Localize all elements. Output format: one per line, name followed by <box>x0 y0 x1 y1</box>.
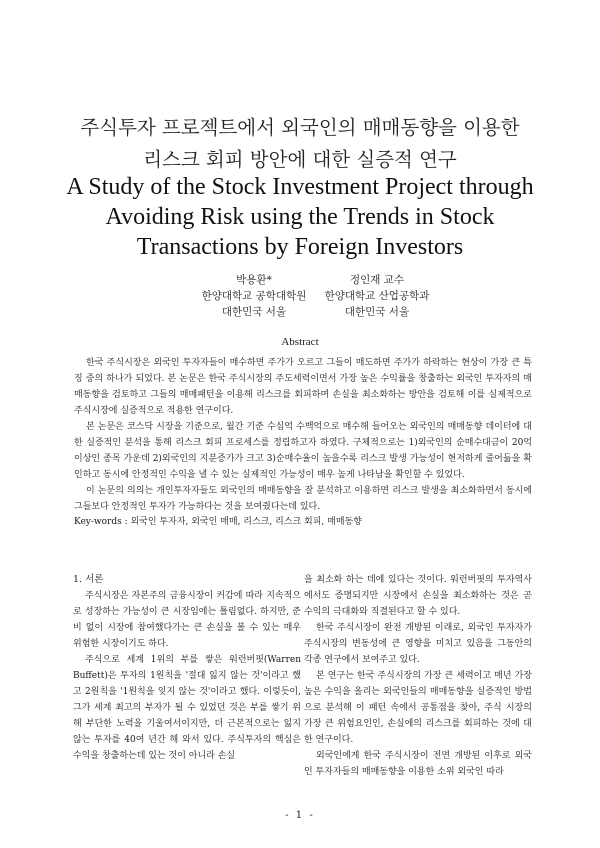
page-number: - 1 - <box>285 810 315 821</box>
author-name: 박용환* <box>236 274 272 286</box>
author-affiliation: 한양대학교 공학대학원 <box>201 290 307 302</box>
abstract-paragraph: 본 논문은 코스닥 시장을 기준으로, 월간 기준 수십억 수백억으로 매수해 들어오는 외국인의 매매동향 데이터에 대한 실증적인 분석을 통해 리스크 회피 프로세스를 정립하고자 하였다. 구체적으로는 1)외국인의 순매수대금이 20억 이상인 종목 가운데 2)외국인의 지분증가가 크고 3)순매수율이 높을수록 리스크 발생 가능성이 현저하게 줄어듦을 확인하고 동시에 안정적인 수익을 낼 수 있는 실제적인 가능성이 매우 높게 나타남을 확인할 수 있었다. <box>74 422 532 480</box>
body-column-right <box>304 572 532 780</box>
title-korean-line-2: 리스크 회피 방안에 대한 실증적 연구 <box>143 148 457 171</box>
body-paragraph: 본 연구는 한국 주식시장의 가장 큰 세력이고 매년 가장 높은 수익을 올리는 외국인들의 매매동향을 실증적인 방법으로 분석해 이 패턴 속에서 공통점을 찾아, 주식 시장의 가장 큰 위험요인인, 손실에의 리스크를 회피하는 것에 대한 연구이다. <box>304 671 532 745</box>
abstract-paragraph: 이 논문의 의의는 개인투자자들도 외국인의 매매동향을 잘 분석하고 이용하면 리스크 발생을 최소화하면서 동시에 그들보다 안정적인 투자가 가능하다는 것을 보여줬다는데 있다. <box>74 486 532 512</box>
body-paragraph: 외국인에게 한국 주식시장이 전면 개방된 이후로 외국인 투자자들의 매매동향을 이용한 소위 외국인 따라 <box>304 751 532 777</box>
title-english-line-3: Transactions by Foreign Investors <box>136 234 464 260</box>
body-paragraph: 주식으로 세계 1위의 부를 쌓은 워런버핏(Warren Buffett)은 투자의 1원칙을 '절대 잃지 않는 것'이라고 했고 2원칙을 '1원칙을 잊지 않는 것'이라고 했다. 이렇듯이, 그가 세계 최고의 부자가 될 수 있었던 것은 부를 쌓기 위해 부단한 노력을 기울여서이지만, 더 근본적으로는 잃지 않는 투자를 40여 년간 해 와서 있다. 주식투자의 핵심은 수익을 창출하는데 있는 것이 아니라 손실 <box>73 655 301 761</box>
body-paragraph: 을 최소화 하는 데에 있다는 것이다. 워런버핏의 투자역사에서도 증명되지만 시장에서 손실을 최소화하는 것은 곧 수익의 극대화와 직결된다고 할 수 있다. <box>304 575 532 617</box>
abstract-heading: Abstract <box>281 336 319 348</box>
author-name: 정인재 교수 <box>349 274 405 286</box>
author-affiliation: 한양대학교 산업공학과 <box>324 290 430 302</box>
author-location: 대한민국 서울 <box>221 306 287 318</box>
title-english-line-2: Avoiding Risk using the Trends in Stock <box>105 204 495 230</box>
abstract-body <box>74 355 532 515</box>
body-paragraph: 주식시장은 자본주의 금융시장이 커감에 따라 지속적으로 성장하는 가능성이 큰 시장임에는 틀림없다. 하지만, 준비 없이 시장에 참여했다가는 큰 손실을 볼 수 있는 매우 위험한 시장이기도 하다. <box>73 591 301 649</box>
author-2 <box>297 272 457 320</box>
abstract-paragraph: 한국 주식시장은 외국인 투자자들이 매수하면 주가가 오르고 그들이 매도하면 주가가 하락하는 현상이 가장 큰 특징 중의 하나가 되었다. 본 논문은 한국 주식시장의 주도세력이면서 가장 높은 수익률을 창출하는 외국인 투자자의 매매동향을 검토하고 그들의 매매패턴을 이용해 리스크를 회피하며 손실을 최소화하는 방안을 검토해 이를 실제적으로 주식시장에 실증적으로 적용한 연구이다. <box>74 358 532 416</box>
body-paragraph: 한국 주식시장이 완전 개방된 이래로, 외국인 투자자가 주식시장의 변동성에 큰 영향을 미치고 있음을 그동안의 각종 연구에서 보여주고 있다. <box>304 623 532 665</box>
title-korean-line-1: 주식투자 프로젝트에서 외국인의 매매동향을 이용한 <box>80 116 520 139</box>
title-english-line-1: A Study of the Stock Investment Project through <box>66 174 534 200</box>
body-column-left <box>73 572 301 764</box>
keywords-line: Key-words : 외국인 투자자, 외국인 매매, 리스크, 리스크 회피, 매매동향 <box>74 517 362 527</box>
section-heading: 1. 서론 <box>73 574 104 585</box>
author-location: 대한민국 서울 <box>344 306 410 318</box>
